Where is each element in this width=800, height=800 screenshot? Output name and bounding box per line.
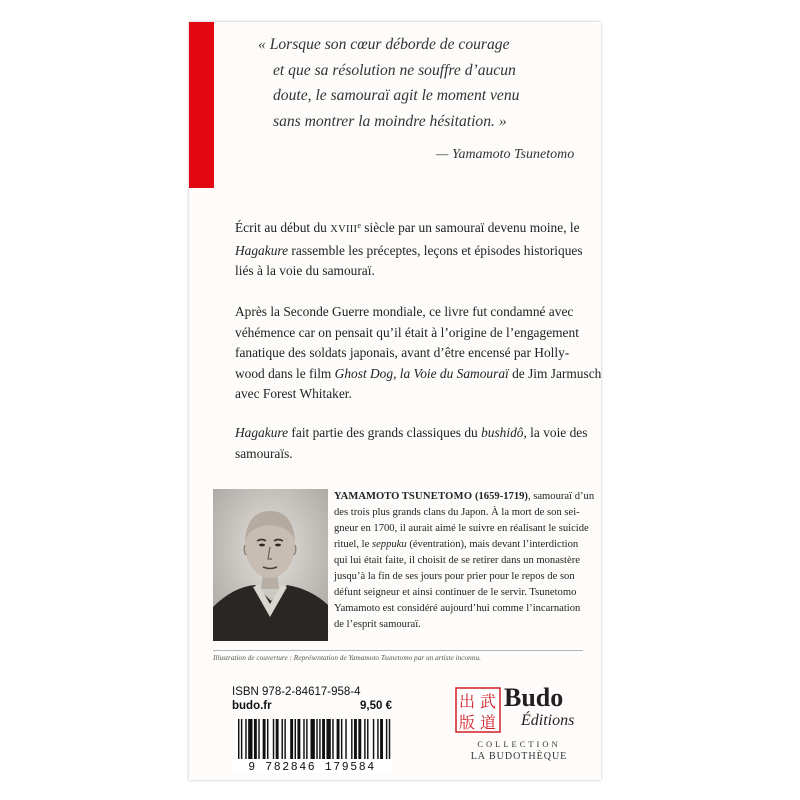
barcode-bar <box>258 719 259 759</box>
text: Écrit au début du <box>235 220 331 235</box>
barcode-bar <box>389 719 390 759</box>
text: Après la Seconde Guerre mondiale, ce livre fut condamné avec <box>235 304 574 319</box>
text: avec Forest Whitaker. <box>235 386 352 401</box>
quote-line: doute, le samouraï agit le moment venu <box>273 87 520 104</box>
author-name-a: YAMAMOTO T <box>334 491 409 502</box>
illustration-caption: Illustration de couverture : Représentation de Yamamoto Tsunetomo par un artiste inconnu. <box>213 653 481 662</box>
svg-text:出: 出 <box>458 692 476 711</box>
barcode-bar <box>354 719 357 759</box>
barcode-bar <box>306 719 307 759</box>
text: siècle par un samouraï devenu moine, le <box>360 220 580 235</box>
publisher-name: Budo <box>504 683 564 712</box>
text: fanatique des soldats japonais, avant d’être encensé par Holly- <box>235 345 570 360</box>
quote-line: sans montrer la moindre hésitation. » <box>273 112 507 130</box>
text: de l’esprit samouraï. <box>334 619 421 630</box>
barcode-bar <box>282 719 283 759</box>
barcode-bar <box>322 719 325 759</box>
barcode-bar <box>295 719 296 759</box>
author-biography <box>334 489 595 633</box>
term-bushido: bushidô <box>481 425 524 440</box>
text: samouraïs. <box>235 445 293 461</box>
blurb-paragraph-3 <box>235 423 588 464</box>
price: 9,50 € <box>360 700 392 712</box>
text: véhémence car on pensait qu’il était à l’origine de l’engagement <box>235 324 579 340</box>
collection-name: LA BUDOTHÈQUE <box>470 751 568 762</box>
barcode-bar <box>345 719 346 759</box>
publisher-seal-logo <box>455 687 501 733</box>
barcode-bar <box>311 719 315 759</box>
book-title: Hagakure <box>235 425 289 440</box>
text: défunt seigneur et ainsi continuer de le servir. Tsunetomo <box>334 587 577 598</box>
barcode-bar <box>263 719 266 759</box>
barcode-bar <box>341 719 342 759</box>
barcode-bar <box>241 719 242 759</box>
barcode-bar <box>238 719 239 759</box>
divider <box>213 650 583 651</box>
barcode-bar <box>248 719 252 759</box>
text: rituel, le <box>334 539 372 550</box>
quote-attribution: — Yamamoto Tsunetomo <box>436 147 575 162</box>
barcode-bar <box>386 719 387 759</box>
collection-label: COLLECTION <box>477 739 561 749</box>
text: , la voie des <box>523 425 588 440</box>
barcode-bar <box>380 719 383 759</box>
film-title: Ghost Dog, la Voie du Samouraï <box>334 365 509 381</box>
barcode <box>232 719 392 773</box>
quote-line: et que sa résolution ne souffre d’aucun <box>273 61 516 79</box>
barcode-bars <box>238 719 390 759</box>
text: des trois plus grands clans du Japon. À la mort de son sei- <box>334 507 580 518</box>
text: de Jim Jarmusch <box>508 365 602 381</box>
text: qui lui était faite, il choisit de se retirer dans un monastère <box>334 555 580 566</box>
blurb-paragraph-2 <box>235 302 602 405</box>
svg-text:武: 武 <box>479 692 497 711</box>
barcode-bar <box>316 719 317 759</box>
barcode-bar <box>337 719 340 759</box>
epigraph-quote <box>258 32 588 134</box>
barcode-bar <box>290 719 293 759</box>
barcode-bar <box>254 719 257 759</box>
author-name-b: SUNETOMO <box>408 491 473 502</box>
text: wood dans le film <box>235 365 335 381</box>
publisher-website: budo.fr <box>232 700 272 712</box>
barcode-bar <box>245 719 246 759</box>
site-price-row <box>232 700 392 712</box>
text: fait partie des grands classiques du <box>288 425 482 440</box>
text: gneur en 1700, il aurait aimé le suivre en réalisant le suicide <box>334 523 589 534</box>
barcode-bar <box>273 719 274 759</box>
svg-text:版: 版 <box>458 713 476 732</box>
text: jusqu’à la fin de ses jours pour prier pour le repos de son <box>334 571 575 582</box>
isbn-number: ISBN 978-2-84617-958-4 <box>232 686 361 698</box>
term-seppuku: seppuku <box>371 539 407 550</box>
book-title: Hagakure <box>235 242 289 258</box>
blurb-paragraph-1 <box>235 218 581 282</box>
red-accent-band <box>189 22 214 188</box>
barcode-bar <box>326 719 330 759</box>
author-portrait <box>213 489 328 641</box>
author-dates: (1659-1719) <box>472 491 528 502</box>
barcode-bar <box>373 719 374 759</box>
barcode-bar <box>319 719 320 759</box>
barcode-bar <box>297 719 300 759</box>
barcode-bar <box>267 719 268 759</box>
barcode-bar <box>303 719 304 759</box>
isbn-block <box>232 686 392 712</box>
century-numeral: XVIII <box>330 224 358 235</box>
quote-line: « Lorsque son cœur déborde de courage <box>258 36 510 53</box>
barcode-bar <box>358 719 361 759</box>
text: liés à la voie du samouraï. <box>235 263 375 278</box>
svg-text:道: 道 <box>479 713 497 732</box>
text: (éventration), mais devant l’interdiction <box>406 539 579 550</box>
barcode-bar <box>276 719 279 759</box>
publisher-editions: Éditions <box>521 712 575 729</box>
barcode-digits: 9 782846 179584 <box>248 761 376 773</box>
portrait-illustration <box>213 489 328 641</box>
text: rassemble les préceptes, leçons et épisodes historiques <box>288 242 583 258</box>
text: Yamamoto est considéré aujourd’hui comme l’incarnation <box>334 603 581 614</box>
century-suffix: e <box>357 221 361 230</box>
barcode-bar <box>377 719 378 759</box>
barcode-bar <box>367 719 368 759</box>
barcode-bar <box>351 719 352 759</box>
text: , samouraï d’un <box>527 491 595 502</box>
barcode-bar <box>332 719 333 759</box>
barcode-bar <box>284 719 285 759</box>
barcode-bar <box>364 719 365 759</box>
